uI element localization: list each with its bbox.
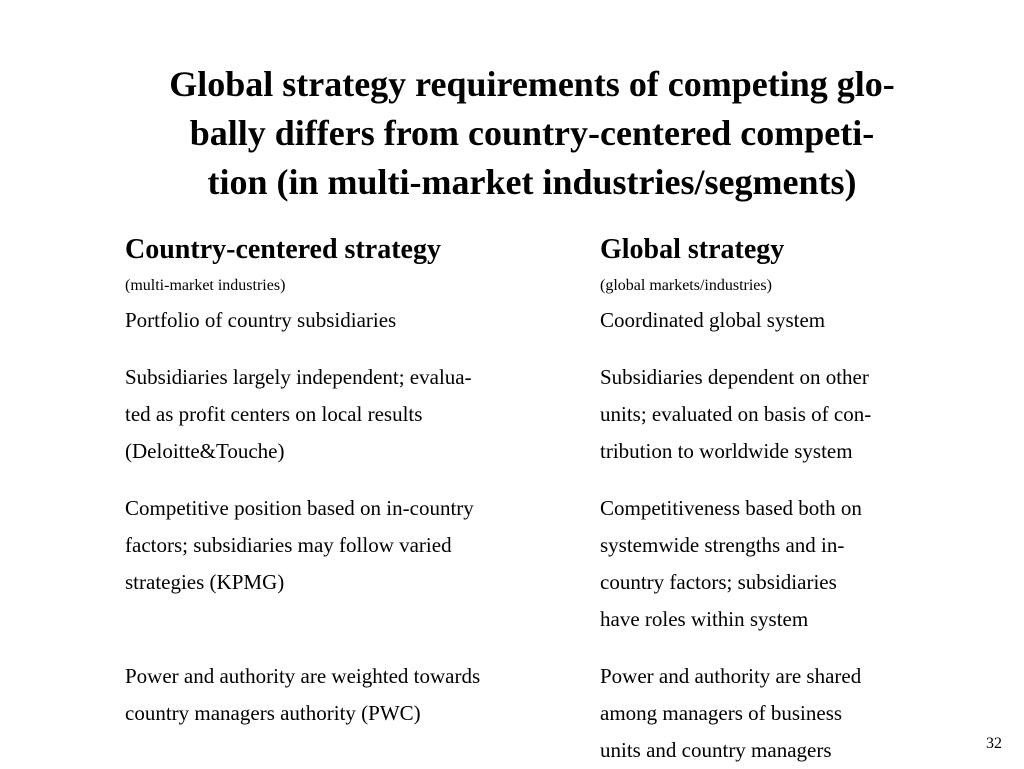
- item-line: country managers authority (PWC): [125, 701, 421, 725]
- column-subheading: (multi-market industries): [125, 277, 286, 294]
- column-heading: Country-centered strategy: [125, 234, 441, 265]
- item-line: factors; subsidiaries may follow varied: [125, 533, 452, 557]
- comparison-item: [125, 490, 585, 638]
- slide-title: [100, 60, 964, 207]
- comparison-item: [125, 302, 585, 339]
- item-line: Competitive position based on in-country: [125, 496, 474, 520]
- item-line: Portfolio of country subsidiaries: [125, 308, 397, 332]
- item-line: strategies (KPMG): [125, 570, 285, 594]
- item-line: (Deloitte&Touche): [125, 439, 285, 463]
- title-line: tion (in multi-market industries/segments): [207, 162, 857, 202]
- comparison-item: [600, 490, 960, 638]
- title-line: Global strategy requirements of competing glo-: [169, 64, 895, 104]
- comparison-item: [125, 359, 585, 470]
- item-line: Power and authority are weighted towards: [125, 664, 481, 688]
- column-heading: Global strategy: [600, 234, 785, 265]
- item-line: systemwide strengths and in-: [600, 533, 845, 557]
- page-number: 32: [986, 735, 1002, 752]
- item-line: Power and authority are shared: [600, 664, 862, 688]
- comparison-item: [125, 658, 585, 769]
- item-line: Competitiveness based both on: [600, 496, 862, 520]
- item-line: Subsidiaries dependent on other: [600, 365, 869, 389]
- comparison-item: [600, 658, 960, 769]
- comparison-item: [600, 302, 960, 339]
- item-line: Subsidiaries largely independent; evalua-: [125, 365, 472, 389]
- item-line: tribution to worldwide system: [600, 439, 853, 463]
- title-line: bally differs from country-centered competi-: [189, 113, 875, 153]
- item-line: units and country managers: [600, 738, 832, 762]
- item-line: have roles within system: [600, 607, 809, 631]
- comparison-item: [600, 359, 960, 470]
- global-strategy-column: [600, 230, 960, 769]
- country-centered-column: [125, 230, 585, 769]
- item-line: among managers of business: [600, 701, 843, 725]
- item-line: country factors; subsidiaries: [600, 570, 837, 594]
- item-line: units; evaluated on basis of con-: [600, 402, 872, 426]
- item-line: Coordinated global system: [600, 308, 826, 332]
- column-subheading: (global markets/industries): [600, 277, 772, 294]
- item-line: ted as profit centers on local results: [125, 402, 423, 426]
